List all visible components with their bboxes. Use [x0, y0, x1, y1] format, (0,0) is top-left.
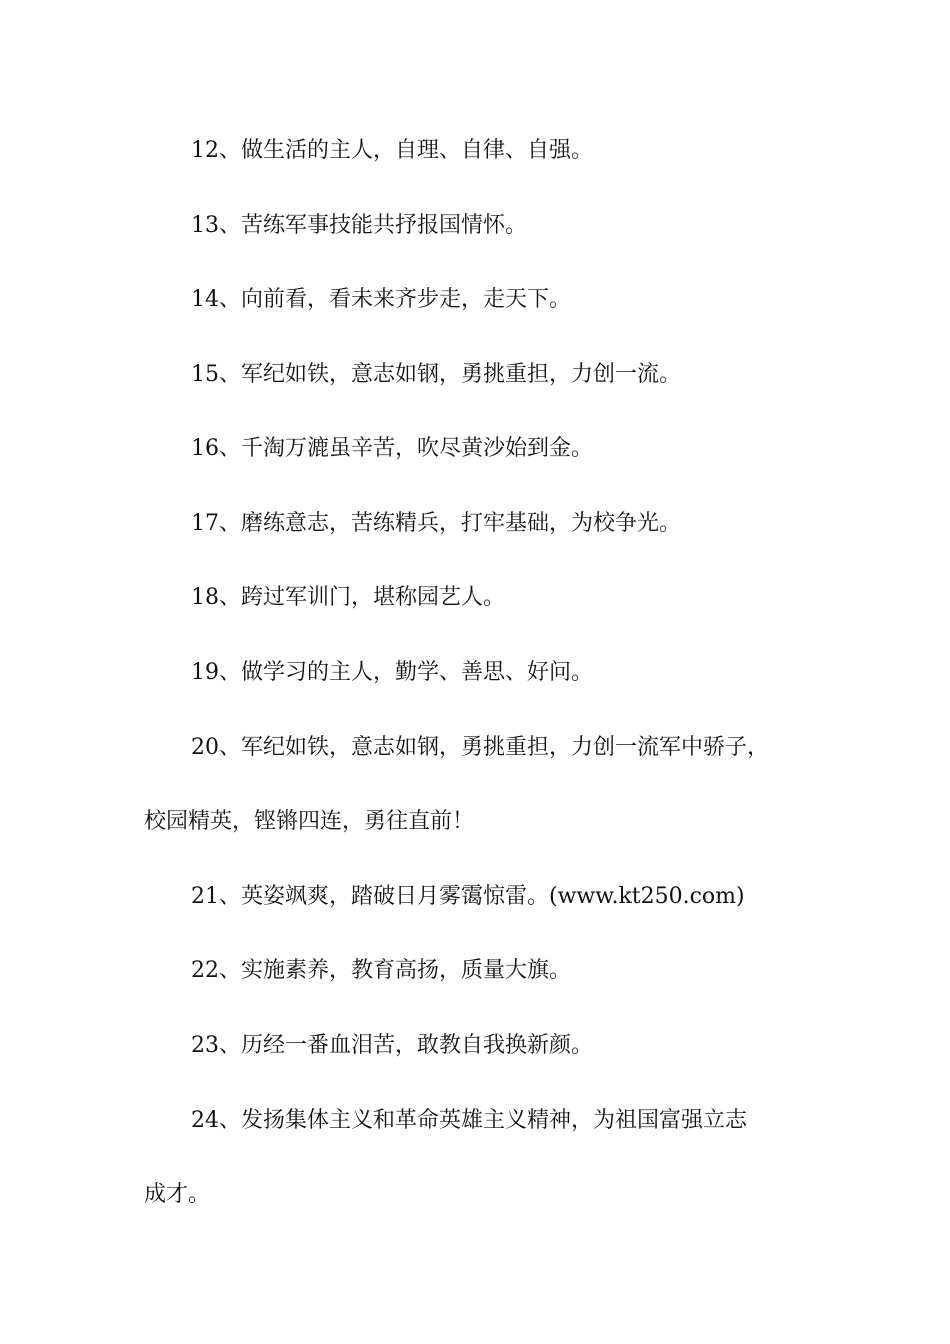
slogan-line-16: 16、千淘万漉虽辛苦，吹尽黄沙始到金。 — [191, 436, 593, 461]
slogan-line-19: 19、做学习的主人，勤学、善思、好问。 — [191, 660, 593, 685]
slogan-line-17: 17、磨练意志，苦练精兵，打牢基础，为校争光。 — [191, 511, 681, 536]
slogan-line-21: 21、英姿飒爽，踏破日月雾霭惊雷。(www.kt250.com) — [191, 884, 745, 909]
slogan-line-24-continued: 成才。 — [144, 1182, 211, 1207]
slogan-line-24: 24、发扬集体主义和革命英雄主义精神，为祖国富强立志 — [191, 1108, 747, 1133]
slogan-line-23: 23、历经一番血泪苦，敢教自我换新颜。 — [191, 1033, 593, 1058]
slogan-line-14: 14、向前看，看未来齐步走，走天下。 — [191, 287, 571, 312]
slogan-line-22: 22、实施素养，教育高扬，质量大旗。 — [191, 958, 571, 983]
slogan-line-20-continued: 校园精英，铿锵四连，勇往直前！ — [144, 809, 475, 834]
slogan-line-12: 12、做生活的主人，自理、自律、自强。 — [191, 138, 593, 163]
slogan-line-20: 20、军纪如铁，意志如钢，勇挑重担，力创一流军中骄子， — [191, 735, 769, 760]
slogan-line-15: 15、军纪如铁，意志如钢，勇挑重担，力创一流。 — [191, 362, 681, 387]
slogan-line-18: 18、跨过军训门，堪称园艺人。 — [191, 585, 505, 610]
slogan-line-13: 13、苦练军事技能共抒报国情怀。 — [191, 213, 527, 238]
